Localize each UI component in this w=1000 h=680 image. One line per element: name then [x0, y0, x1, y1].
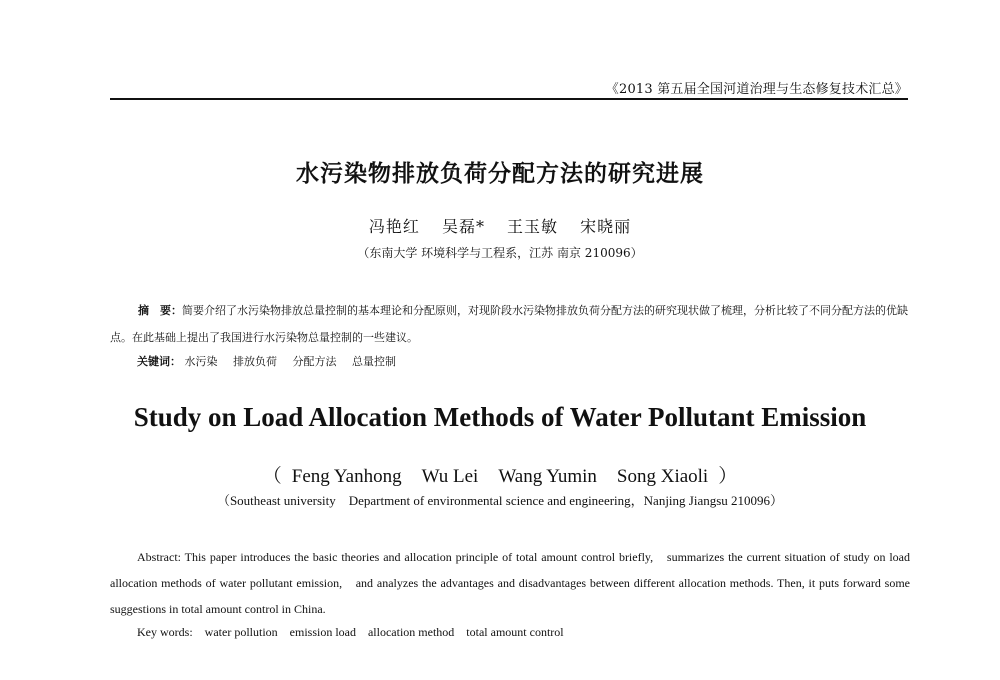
- chinese-abstract: [110, 297, 910, 351]
- english-keyword: total amount control: [466, 625, 564, 639]
- author-cn-3: 王玉敏: [507, 217, 559, 236]
- author-cn-1: 冯艳红: [368, 217, 420, 236]
- english-title: Study on Load Allocation Methods of Water Pollutant Emission: [133, 402, 867, 432]
- author-en-3: Wang Yumin: [498, 466, 597, 487]
- author-en-4: Song Xiaoli: [616, 466, 709, 487]
- english-keyword: allocation method: [367, 625, 455, 639]
- chinese-keyword: 排放负荷: [233, 355, 277, 368]
- chinese-keyword: 分配方法: [292, 355, 337, 368]
- chinese-title: 水污染物排放负荷分配方法的研究进展: [296, 161, 704, 187]
- author-cn-2: 吴磊*: [441, 217, 485, 236]
- running-header: 《2013 第五届全国河道治理与生态修复技术汇总》: [605, 82, 908, 97]
- english-keywords-label: Key words:: [137, 625, 193, 639]
- author-en-2: Wu Lei: [421, 466, 479, 487]
- chinese-keywords-label: 关键词：: [137, 355, 181, 368]
- english-keyword: water pollution: [204, 625, 278, 639]
- chinese-authors: [0, 214, 1000, 237]
- chinese-keyword: 总量控制: [352, 355, 396, 368]
- english-keyword: emission load: [289, 625, 356, 639]
- chinese-keyword: 水污染: [184, 355, 218, 368]
- english-abstract: Abstract: This paper introduces the basic theories and allocation principle of total amount control briefly, summarizes the current situation of study on load allocation methods of water pollutant emission, and analyzes the advantages and disadvantages between different allocation methods. Then, it puts forward some suggestions in total amount control in China.: [110, 550, 910, 616]
- english-authors-close-paren: ）: [718, 466, 738, 487]
- header-rule: [110, 98, 908, 100]
- chinese-abstract-label: 摘 要：: [138, 304, 182, 317]
- english-authors: [0, 461, 1000, 488]
- english-keywords: [137, 625, 564, 640]
- author-en-1: Feng Yanhong: [291, 466, 402, 487]
- chinese-abstract-text: 简要介绍了水污染物排放总量控制的基本理论和分配原则，对现阶段水污染物排放负荷分配方法的研究现状做了梳理，分析比较了不同分配方法的优缺点。在此基础上提出了我国进行水污染物总量控制的一些建议。: [110, 304, 908, 344]
- english-authors-open-paren: （: [262, 466, 282, 487]
- english-affiliation: （Southeast university Department of environmental science and engineering，Nanjing Jiangsu 210096）: [216, 493, 784, 508]
- chinese-keywords: [137, 353, 408, 369]
- chinese-affiliation: （东南大学 环境科学与工程系，江苏 南京 210096）: [357, 246, 643, 260]
- author-cn-4: 宋晓丽: [580, 217, 632, 236]
